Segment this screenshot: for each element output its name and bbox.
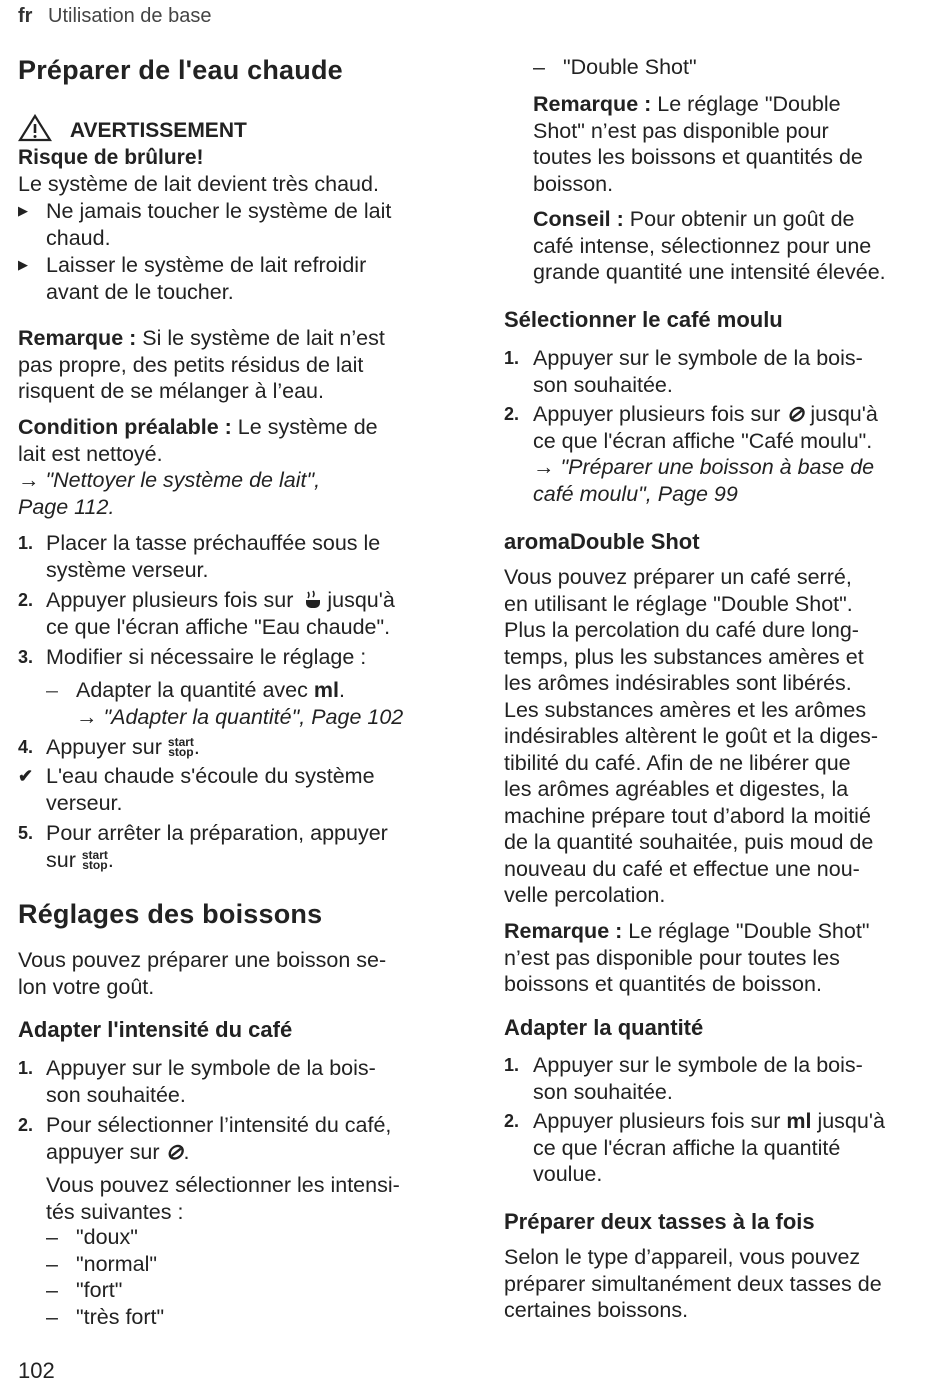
warning-bullet-2-line1: Laisser le système de lait refroidir (46, 253, 367, 277)
int-step-1-line2: son souhaitée. (46, 1082, 186, 1107)
step-number: 1. (504, 348, 520, 368)
conseil-label: Conseil : (533, 207, 624, 231)
page-header (18, 5, 211, 28)
warning-bullet-1 (18, 198, 468, 251)
remarque-label: Remarque : (533, 92, 652, 116)
moulu-ref-page[interactable]: café moulu", Page 99 (533, 481, 738, 506)
intensity-icon: ⊘ (165, 1139, 184, 1164)
start-stop-icon: start stop (167, 735, 194, 759)
remarque-label: Remarque : (504, 919, 623, 943)
moulu-step-2: 2. Appuyer plusieurs fois sur ⊘ jusqu'à ce que l'écran affiche "Café moulu". → "Préparer une boisson à base de café moulu", Page 99 (504, 401, 944, 507)
step-number: 1. (504, 1055, 520, 1075)
step-1 (18, 530, 478, 583)
remarque-line3: risquent de se mélanger à l’eau. (18, 379, 324, 403)
warning-title (18, 114, 247, 143)
heading-deux-tasses: Préparer deux tasses à la fois (504, 1209, 815, 1234)
step-number: 2. (504, 1111, 520, 1131)
deux-paragraph: Selon le type d’appareil, vous pouvez préparer simultanément deux tasses de certaines boissons. (504, 1245, 882, 1322)
result-line (18, 763, 478, 816)
aroma-paragraph: Vous pouvez préparer un café serré, en utilisant le réglage "Double Shot". Plus la percolation du café dure long- temps, plus les substances amères et les arômes indésirables sont libérés. Les substances amères et les arômes indésirables altèrent le goût et la diges- tibilité du café. Afin de ne libérer que les arômes agréables et digestes, la machine prépare tout d’abord la moitié de la quantité souhaitée, puis moud de nouveau du café et effectue une nou- velle percolation. (504, 565, 879, 907)
warning-triangle-icon (18, 114, 52, 142)
warning-bullet-2-line2: avant de le toucher. (46, 279, 234, 304)
step-number: 2. (18, 590, 34, 610)
heading-eau-chaude: Préparer de l'eau chaude (18, 55, 343, 85)
intensity-option: "doux" (76, 1225, 138, 1249)
bullet-arrow-icon: ▶ (18, 257, 28, 272)
int-step-1 (18, 1055, 478, 1108)
intensity-option-5: – "Double Shot" (533, 54, 933, 81)
reglages-intro (18, 947, 478, 1000)
step-4: 4. Appuyer sur start stop . (18, 735, 200, 759)
header-lang: fr (18, 5, 33, 27)
step-4-text: Appuyer sur (46, 735, 162, 759)
ml-symbol: ml (313, 678, 339, 702)
conseil-block: Conseil : Pour obtenir un goût de café intense, sélectionnez pour une grande quantité une intensité élevée. (533, 207, 886, 284)
int-step-2-line1: Pour sélectionner l’intensité du café, (46, 1113, 392, 1137)
heading-intensite: Adapter l'intensité du café (18, 1017, 293, 1042)
intensity-icon: ⊘ (786, 402, 805, 426)
step-2-line2: ce que l'écran affiche "Eau chaude". (46, 614, 391, 639)
condition-line1: Le système de (231, 415, 378, 439)
remarque-label: Remarque : (18, 326, 137, 350)
step-number: 5. (18, 823, 34, 843)
step-2-line1: Appuyer plusieurs fois sur (46, 588, 294, 612)
ref-arrow-icon: → (533, 455, 555, 479)
step-2 (18, 587, 478, 640)
start-stop-icon: start stop (81, 847, 108, 872)
step-number: 3. (18, 647, 34, 667)
step-3-line1: Modifier si nécessaire le réglage : (46, 645, 367, 669)
option-ref-link[interactable]: → "Adapter la quantité", Page 102 (76, 704, 404, 729)
condition-label: Condition préalable : (18, 415, 232, 439)
heading-aroma-double-shot: aromaDouble Shot (504, 529, 700, 554)
step-number: 4. (18, 737, 34, 757)
warning-bullet-1-line2: chaud. (46, 225, 111, 250)
bullet-arrow-icon: ▶ (18, 203, 28, 218)
result-line1: L'eau chaude s'écoule du système (46, 764, 375, 788)
remarque-line2: pas propre, des petits résidus de lait (18, 352, 364, 377)
check-icon: ✔ (18, 766, 34, 786)
heading-cafe-moulu: Sélectionner le café moulu (504, 307, 783, 332)
remarque-2-block: Remarque : Le réglage "Double Shot" n’est pas disponible pour toutes les boissons et quantités de boisson. (533, 92, 863, 196)
int-step-1-line1: Appuyer sur le symbole de la bois- (46, 1056, 376, 1080)
reglages-line2: lon votre goût. (18, 974, 155, 999)
warning-bullet-1-line1: Ne jamais toucher le système de lait (46, 199, 392, 223)
intensity-intro (46, 1172, 476, 1225)
step-number: 2. (504, 404, 520, 424)
int-step-2: 2. Pour sélectionner l’intensité du café, appuyer sur ⊘. (18, 1112, 478, 1165)
warning-bullet-2 (18, 252, 468, 305)
header-section: Utilisation de base (48, 5, 212, 27)
condition-ref-page[interactable]: Page 112. (18, 494, 115, 519)
result-line2: verseur. (46, 790, 123, 815)
step-2-line1b: jusqu'à (327, 588, 395, 612)
heading-reglages: Réglages des boissons (18, 899, 323, 929)
step-number: 1. (18, 1058, 34, 1078)
step-3-option: – Adapter la quantité avec ml. → "Adapter la quantité", Page 102 (46, 677, 476, 730)
ref-arrow-icon: → (18, 468, 40, 492)
step-5-line1: Pour arrêter la préparation, appuyer (46, 821, 388, 845)
step-5: 5. Pour arrêter la préparation, appuyer sur start stop . (18, 820, 478, 873)
intensity-option: "fort" (76, 1278, 123, 1302)
intensity-line1: Vous pouvez sélectionner les intensi- (46, 1173, 400, 1197)
intensity-line2: tés suivantes : (46, 1199, 184, 1224)
step-1-line1: Placer la tasse préchauffée sous le (46, 531, 381, 555)
intensity-option: "Double Shot" (563, 55, 697, 79)
ref-arrow-icon: → (76, 704, 98, 729)
condition-ref-link[interactable]: → "Nettoyer le système de lait", (18, 468, 321, 492)
condition-line2: lait est nettoyé. (18, 441, 163, 466)
moulu-ref-link[interactable]: → "Préparer une boisson à base de (533, 455, 875, 479)
reglages-line1: Vous pouvez préparer une boisson se- (18, 948, 387, 972)
int-step-2-line2: appuyer sur (46, 1139, 160, 1164)
condition-block (18, 414, 478, 520)
step-1-line2: système verseur. (46, 557, 209, 582)
remarque-3-block: Remarque : Le réglage "Double Shot" n’est pas disponible pour toutes les boissons et quantités de boisson. (504, 919, 870, 996)
page-number: 102 (18, 1358, 55, 1383)
quant-step-2: 2. Appuyer plusieurs fois sur ml jusqu'à ce que l'écran affiche la quantité voulue. (504, 1109, 885, 1186)
intensity-options: – "doux" – "normal" – "fort" – "très fort" (46, 1224, 476, 1330)
step-3 (18, 644, 478, 671)
moulu-step-1: 1. Appuyer sur le symbole de la bois- son souhaitée. (504, 346, 863, 397)
intensity-option: "très fort" (76, 1304, 165, 1329)
hot-water-icon (303, 589, 323, 609)
step-5-line2: sur (46, 847, 76, 872)
warning-subtitle: Risque de brûlure! (18, 146, 204, 169)
step-number: 1. (18, 533, 34, 553)
warning-title-text: AVERTISSEMENT (69, 119, 247, 142)
option-text: Adapter la quantité avec (76, 678, 308, 702)
step-number: 2. (18, 1115, 34, 1135)
remarque-line1: Si le système de lait n’est (136, 326, 385, 350)
quant-step-1: 1. Appuyer sur le symbole de la bois- son souhaitée. (504, 1053, 863, 1104)
warning-text: Le système de lait devient très chaud. (18, 172, 379, 196)
intensity-option: "normal" (76, 1251, 157, 1276)
ml-symbol: ml (786, 1109, 812, 1133)
dash: – (46, 678, 58, 702)
remarque-block (18, 325, 478, 405)
heading-quantite: Adapter la quantité (504, 1015, 704, 1040)
